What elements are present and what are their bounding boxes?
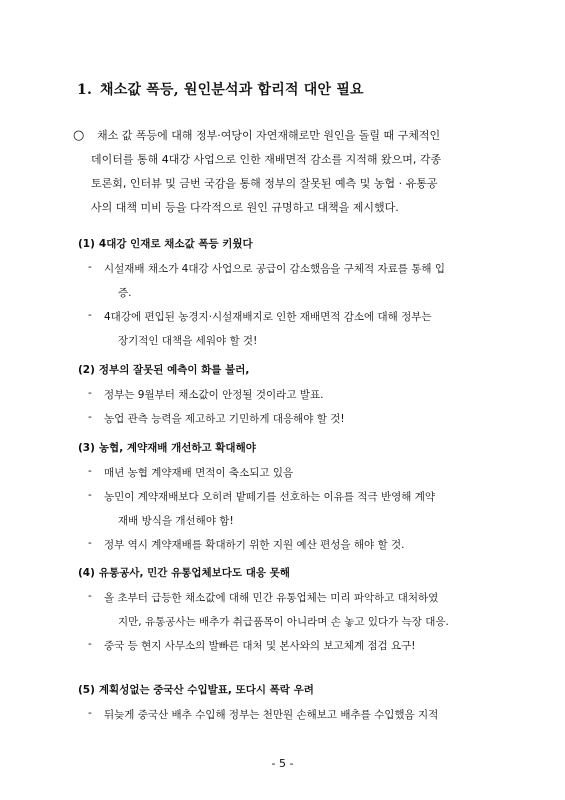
section-heading [78,362,508,378]
section-1 [78,236,508,357]
item-line: 정부는 9월부터 채소값이 안정될 것이라고 발표. [104,389,324,401]
intro-line: 사의 대책 미비 등을 다각적으로 원인 규명하고 대책을 제시했다. [91,201,399,214]
section-number: (5) [78,684,95,696]
section-number: (4) [78,567,95,579]
item-line: 뒤늦게 중국산 배추 수입해 정부는 천만원 손해보고 배추를 수입했음 지적 [104,709,439,721]
list-item [78,537,508,561]
title-number: 1. [77,82,93,98]
intro-line: 채소 값 폭등에 대해 정부·여당이 자연재해로만 원인을 돌릴 때 구체적인 [97,129,441,142]
intro-line: 토론회, 인터뷰 및 금번 국감을 통해 정부의 잘못된 예측 및 농협 · 유통공 [91,177,438,190]
dash-bullet-icon: - [88,590,92,602]
item-line: 시설재배 채소가 4대강 사업으로 공급이 감소했음을 구체적 자료를 통해 입 [104,263,446,275]
dash-bullet-icon: - [88,465,92,477]
item-line: 매년 농협 계약재배 면적이 축소되고 있음 [104,467,294,479]
intro-paragraph [73,128,513,224]
section-3 [78,440,508,561]
section-heading-text: 4대강 인재로 채소값 폭등 키웠다 [98,238,253,250]
section-heading-text: 농협, 계약재배 개선하고 확대해야 [98,442,256,454]
section-number: (3) [78,442,95,454]
page-title [77,79,364,99]
section-heading [78,565,508,581]
section-number: (2) [78,364,95,376]
dash-bullet-icon: - [88,261,92,273]
list-item [78,465,508,489]
list-item [78,590,508,638]
list-item [78,309,508,357]
dash-bullet-icon: - [88,387,92,399]
section-heading-text: 계획성없는 중국산 수입발표, 또다시 폭락 우려 [98,684,314,696]
dash-bullet-icon: - [88,638,92,650]
section-number: (1) [78,238,95,250]
section-heading-text: 정부의 잘못된 예측이 화를 불러, [98,364,250,376]
item-line: 지만, 유통공사는 배추가 취급품목이 아니라며 손 놓고 있다가 늑장 대응. [118,616,449,628]
list-item [78,411,508,435]
dash-bullet-icon: - [88,309,92,321]
section-heading [78,682,508,698]
circle-bullet-icon: ○ [73,128,85,143]
section-5 [78,682,508,731]
item-line: 정부 역시 계약재배를 확대하기 위한 지원 예산 편성을 해야 할 것. [104,539,405,551]
title-text: 채소값 폭등, 원인분석과 합리적 대안 필요 [100,82,364,98]
section-heading-text: 유통공사, 민간 유통업체보다도 대응 못해 [98,567,290,579]
dash-bullet-icon: - [88,489,92,501]
list-item [78,707,508,731]
item-line: 올 초부터 급등한 채소값에 대해 민간 유통업체는 미리 파악하고 대처하였 [104,592,439,604]
list-item [78,489,508,537]
intro-line: 데이터를 통해 4대강 사업으로 인한 재배면적 감소를 지적해 왔으며, 각종 [91,153,442,166]
item-line: 농민이 계약재배보다 오히려 밭떼기를 선호하는 이유를 적극 반영해 계약 [104,491,435,503]
list-item [78,261,508,309]
item-line: 증. [118,287,132,299]
section-heading [78,236,508,252]
item-line: 중국 등 현지 사무소의 발빠른 대처 및 본사와의 보고체계 점검 요구! [104,640,416,652]
section-4 [78,565,508,662]
item-line: 장기적인 대책을 세워야 할 것! [118,335,258,347]
list-item [78,638,508,662]
section-2 [78,362,508,435]
item-line: 농업 관측 능력을 제고하고 기민하게 대응해야 할 것! [104,413,345,425]
list-item [78,387,508,411]
dash-bullet-icon: - [88,411,92,423]
dash-bullet-icon: - [88,537,92,549]
dash-bullet-icon: - [88,707,92,719]
item-line: 4대강에 편입된 농경지·시설재배지로 인한 재배면적 감소에 대해 정부는 [104,311,432,323]
item-line: 재배 방식을 개선해야 함! [118,515,234,527]
page-number: - 5 - [271,757,294,770]
section-heading [78,440,508,456]
